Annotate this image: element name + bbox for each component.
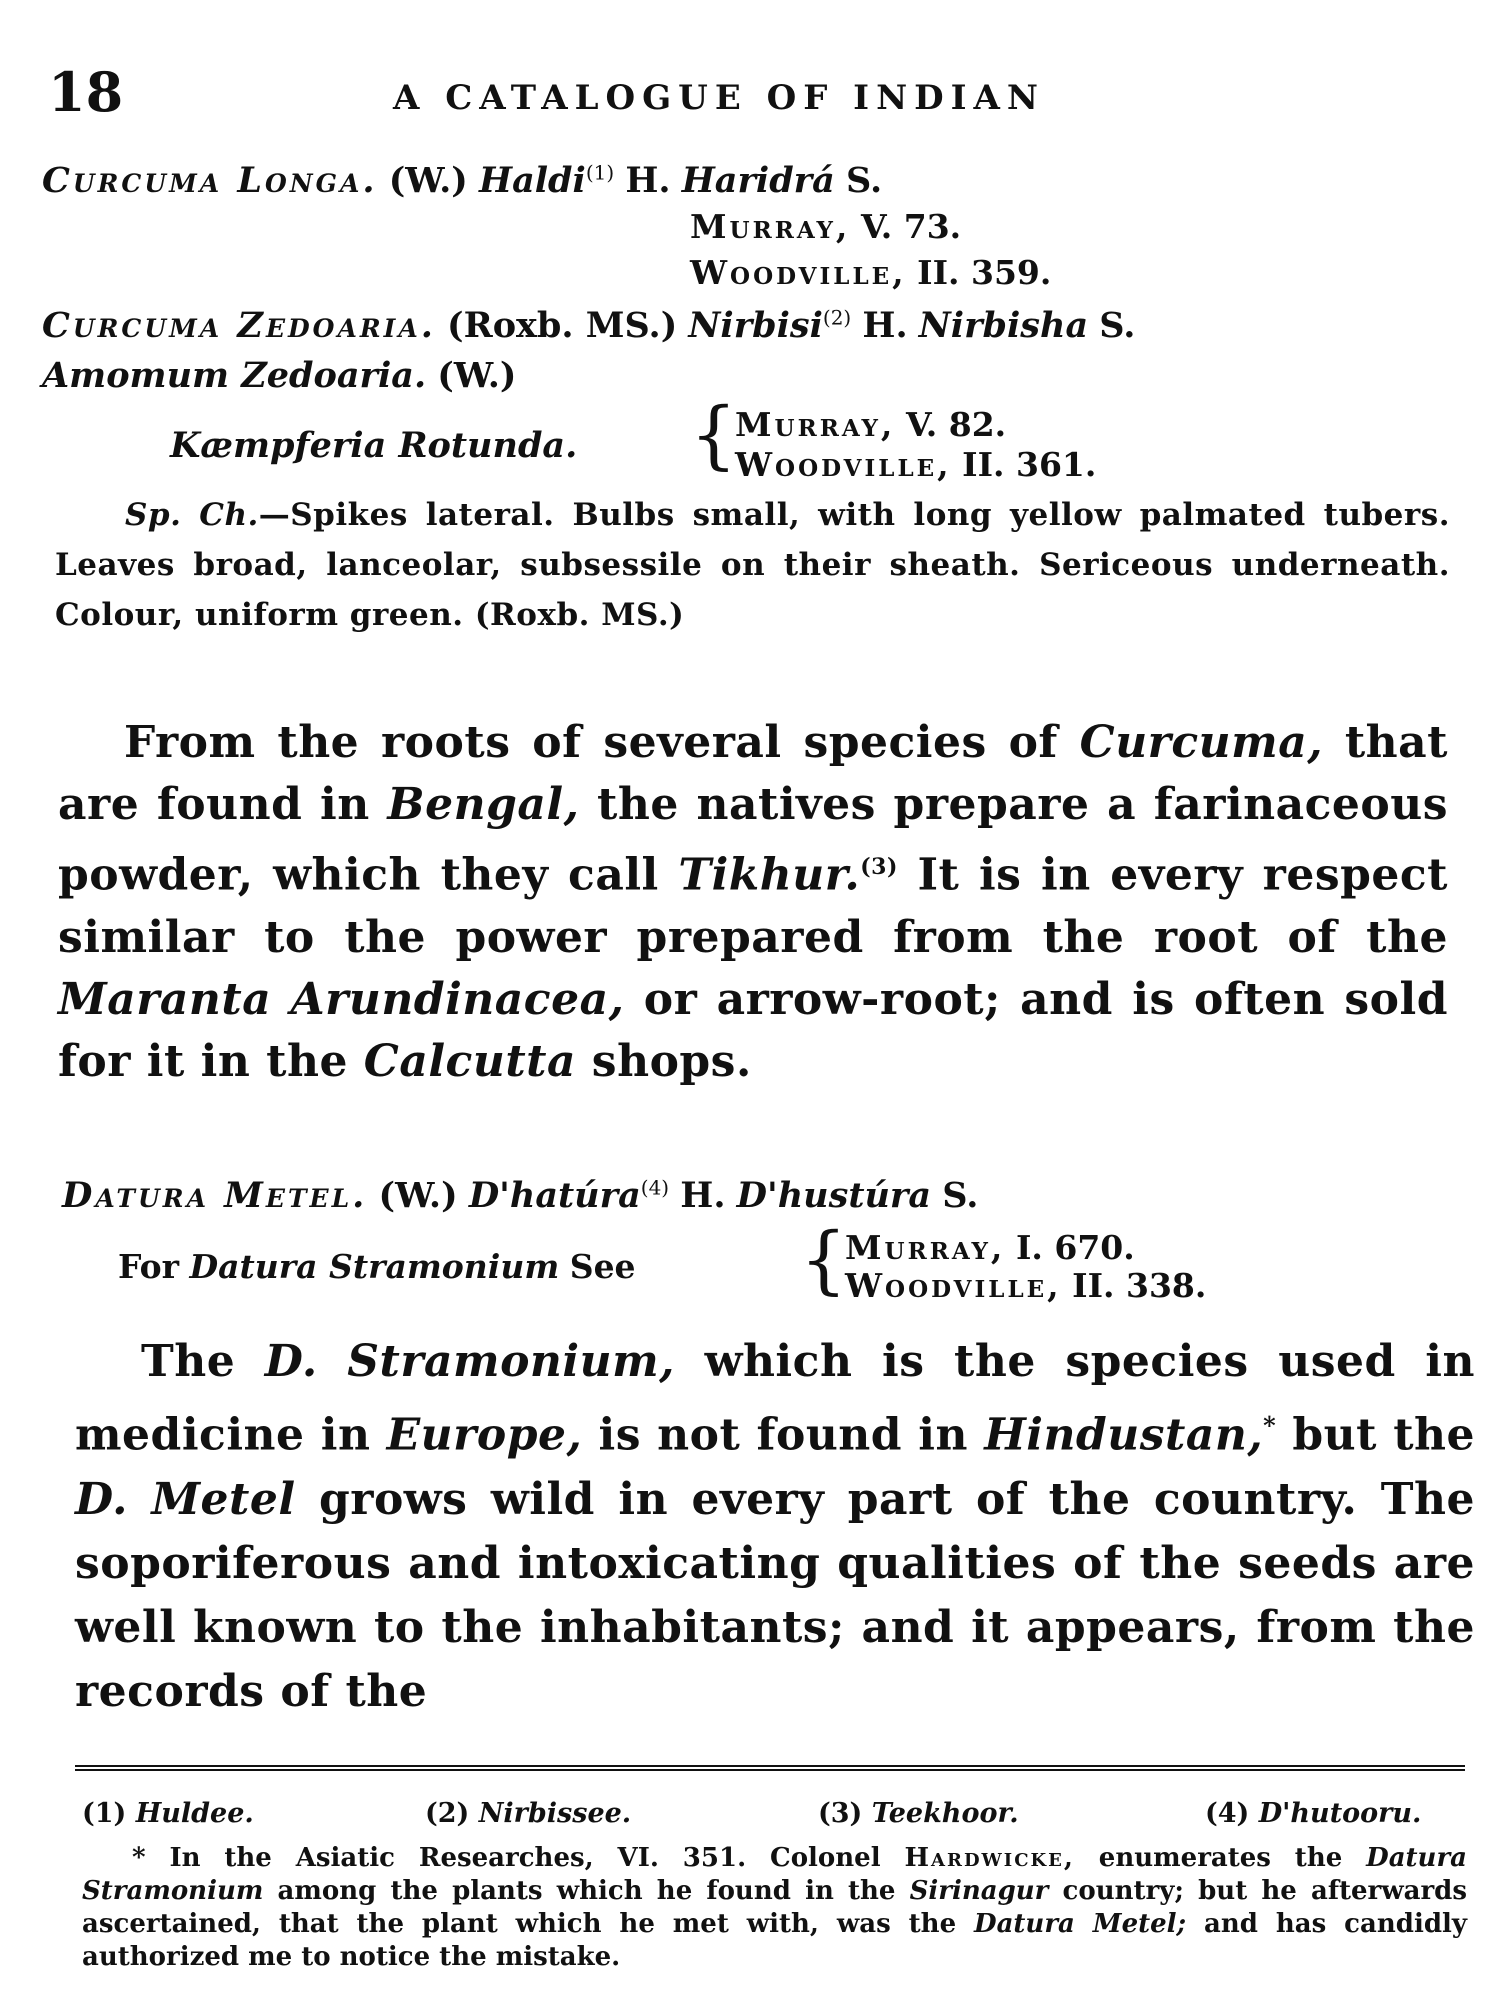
reference-line: [735, 445, 1096, 484]
italic-term: D. Metel: [75, 1473, 296, 1525]
running-head: A CATALOGUE OF INDIAN: [393, 78, 1046, 118]
footnote-ref: (4): [640, 1175, 670, 1200]
hindi-tag: H.: [862, 305, 908, 346]
reference-author: Murray,: [690, 207, 851, 246]
reference-author: Woodville,: [735, 445, 952, 484]
footnote-number: (3): [818, 1798, 863, 1829]
sanskrit-name: D'hustúra: [736, 1175, 932, 1216]
for-label: For: [118, 1247, 180, 1286]
sanskrit-tag: S.: [942, 1175, 979, 1216]
specific-character: [55, 490, 1450, 640]
footnote-text: Nirbissee.: [478, 1798, 632, 1829]
text: is not found in: [582, 1409, 985, 1461]
reference-line: [845, 1266, 1206, 1305]
footnote-text: D'hutooru.: [1258, 1798, 1422, 1829]
person-name: Hardwicke,: [904, 1843, 1075, 1873]
text: among the plants which he found in the: [263, 1876, 910, 1906]
reference-line: [690, 207, 961, 246]
text: but the: [1276, 1409, 1475, 1461]
synonym-name: Amomum Zedoaria.: [42, 355, 427, 396]
entry-datura-metel: [62, 1175, 978, 1216]
cross-reference: [118, 1247, 636, 1286]
text: or arrow-root; and is often sold for it in the: [58, 973, 1448, 1087]
footnote-ref: (1): [585, 160, 615, 185]
sanskrit-name: Nirbisha: [918, 305, 1089, 346]
reference-volume: V. 73.: [860, 207, 962, 246]
reference-volume: II. 361.: [962, 445, 1097, 484]
reference-volume: II. 359.: [917, 253, 1052, 292]
italic-term: Calcutta: [363, 1035, 576, 1087]
hindi-tag: H.: [680, 1175, 726, 1216]
entry-curcuma-longa: [42, 160, 882, 201]
authority: (W.): [388, 160, 468, 201]
synonym-line: [42, 355, 516, 396]
text: and has candidly authorized me to notice the mistake.: [82, 1909, 1467, 1972]
spch-label: Sp. Ch.: [125, 497, 259, 533]
footnote-1: [82, 1798, 254, 1829]
sanskrit-tag: S.: [1099, 305, 1136, 346]
cross-ref-name: Datura Stramonium: [189, 1247, 560, 1286]
footnote-ref: (2): [822, 305, 852, 330]
hindi-name: D'hatúra: [468, 1175, 641, 1216]
footnote-number: (2): [425, 1798, 470, 1829]
species-name: Datura Metel.: [62, 1175, 368, 1216]
page-number: 18: [48, 60, 124, 124]
text: * In the Asiatic Researches, VI. 351. Colonel: [132, 1843, 905, 1873]
text: From the roots of several species of: [124, 717, 1080, 768]
paragraph-curcuma: [58, 712, 1448, 1093]
text: that are found in: [58, 717, 1448, 830]
synonym-authority: (W.): [437, 355, 517, 396]
text: It is in every respect similar to the power prepared from the root of the: [58, 849, 1448, 963]
footnote-ref: *: [1263, 1411, 1277, 1440]
synonym-kaempferia: [170, 425, 577, 466]
italic-term: Bengal,: [387, 779, 580, 830]
hindi-name: Haldi: [479, 160, 586, 201]
reference-volume: II. 338.: [1072, 1266, 1207, 1305]
text: The: [141, 1336, 265, 1387]
reference-author: Murray,: [845, 1228, 1006, 1267]
footnote-divider: [75, 1765, 1465, 1771]
text: enumerates the: [1074, 1843, 1367, 1873]
authority: (Roxb. MS.): [447, 305, 678, 346]
reference-line: [735, 405, 1006, 444]
footnote-2: [425, 1798, 631, 1829]
reference-volume: I. 670.: [1015, 1228, 1135, 1267]
footnote-number: (4): [1205, 1798, 1250, 1829]
hindi-tag: H.: [625, 160, 671, 201]
sanskrit-tag: S.: [845, 160, 883, 201]
italic-term: Tikhur.: [678, 849, 861, 901]
reference-line: [845, 1228, 1135, 1267]
footnote-3: [818, 1798, 1019, 1829]
species-name: Curcuma Longa.: [42, 160, 378, 201]
authority: (W.): [378, 1175, 458, 1216]
italic-term: Datura Metel;: [974, 1909, 1187, 1939]
reference-author: Murray,: [735, 405, 896, 444]
footnote-text: Teekhoor.: [871, 1798, 1019, 1829]
footnote-text: Huldee.: [135, 1798, 254, 1829]
text: shops.: [575, 1035, 752, 1087]
text: which is the species used in medicine in: [75, 1336, 1475, 1461]
italic-term: Sirinagur: [909, 1876, 1049, 1906]
reference-author: Woodville,: [690, 253, 907, 292]
reference-volume: V. 82.: [905, 405, 1007, 444]
reference-line: [690, 253, 1051, 292]
species-name: Curcuma Zedoaria.: [42, 305, 436, 346]
italic-term: Datura Stramonium: [82, 1843, 1467, 1906]
footnote-ref: (3): [860, 854, 898, 880]
reference-author: Woodville,: [845, 1266, 1062, 1305]
text: the natives prepare a farinaceous powder, which they call: [58, 779, 1449, 901]
italic-term: Curcuma,: [1079, 717, 1324, 768]
text: country; but he afterwards ascertained, that the plant which he met with, was the: [82, 1876, 1467, 1939]
italic-term: Hindustan,: [984, 1409, 1264, 1461]
italic-term: Maranta Arundinacea,: [58, 973, 625, 1025]
brace-icon: {: [800, 1217, 848, 1303]
sanskrit-name: Haridrá: [681, 160, 835, 201]
footnote-4: [1205, 1798, 1421, 1829]
entry-curcuma-zedoaria: [42, 305, 1135, 346]
footnote-number: (1): [82, 1798, 127, 1829]
page-header: [48, 60, 1448, 130]
paragraph-datura: [75, 1330, 1475, 1724]
footnote-star: [82, 1842, 1467, 1974]
italic-term: D. Stramonium,: [264, 1336, 676, 1387]
spch-text: —Spikes lateral. Bulbs small, with long yellow palmated tubers. Leaves broad, lanceolar, subsessile on their sheath. Sericeous underneath. Colour, uniform green. (Roxb. MS.): [55, 497, 1450, 633]
see-label: See: [569, 1247, 636, 1286]
text: grows wild in every part of the country. The soporiferous and intoxicating qualities of the seeds are well known to the inhabitants; and it appears, from the records of the: [75, 1473, 1475, 1717]
brace-icon: {: [690, 392, 738, 478]
hindi-name: Nirbisi: [688, 305, 823, 346]
italic-term: Europe,: [386, 1409, 583, 1461]
synonym-name: Kæmpferia Rotunda.: [170, 425, 578, 466]
